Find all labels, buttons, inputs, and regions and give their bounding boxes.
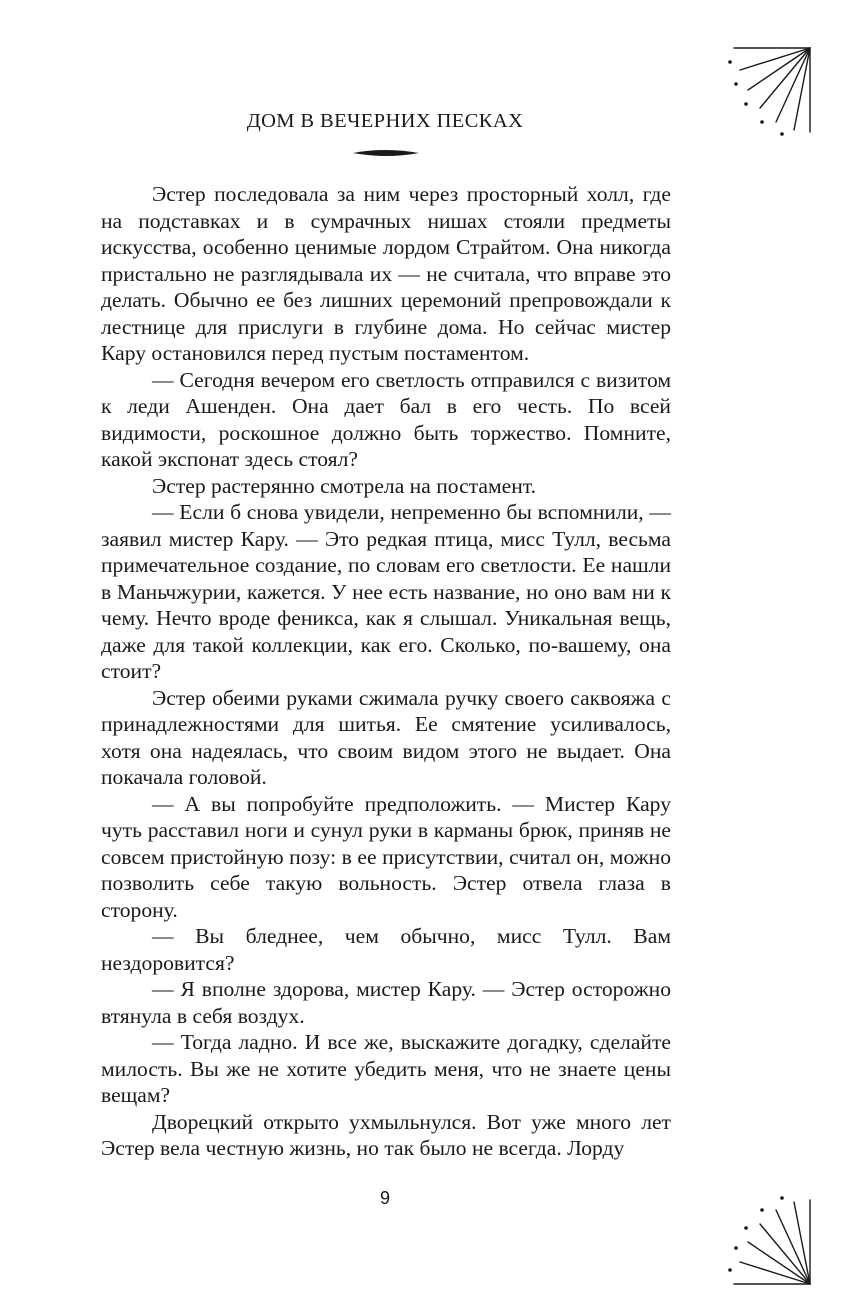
page-number: 9 (379, 1188, 390, 1208)
paragraph: — А вы попробуйте предположить. — Мистер Кару чуть расставил ноги и сунул руки в карманы брюк, приняв не совсем пристойную позу: в ее присутствии, считал он, можно позволить себе такую вольность. Эстер отвела глаза в сторону. (101, 791, 671, 922)
paragraph: — Тогда ладно. И все же, выскажите догадку, сделайте милость. Вы же не хотите убедить меня, что не знаете цены вещам? (101, 1030, 671, 1107)
body-text (101, 181, 671, 1162)
running-head: ДОМ В ВЕЧЕРНИХ ПЕСКАХ (246, 110, 524, 132)
sunburst-ornament-icon (722, 1192, 816, 1292)
paragraph: — Если б снова увидели, непременно бы вспомнили, — заявил мистер Кару. — Это редкая птица, мисс Тулл, весьма примечательное создание, по словам его светлости. Ее нашли в Маньчжурии, кажется. У нее есть название, но оно вам ни к чему. Нечто вроде феникса, как я слышал. Уникальная вещь, даже для такой коллекции, как его. Сколько, по-вашему, она стоит? (101, 500, 671, 683)
paragraph: Дворецкий открыто ухмыльнулся. Вот уже много лет Эстер вела честную жизнь, но так было не всегда. Лорду (101, 1109, 671, 1160)
paragraph: — Я вполне здорова, мистер Кару. — Эстер осторожно втянула в себя воздух. (101, 977, 671, 1028)
paragraph: Эстер последовала за ним через просторный холл, где на подставках и в сумрачных нишах стояли предметы искусства, особенно ценимые лордом Страйтом. Она никогда пристально не разглядывала их — не считала, что вправе это делать. Обычно ее без лишних церемоний препровождали к лестнице для прислуги в глубине дома. Но сейчас мистер Кару остановился перед пустым постаментом. (101, 182, 671, 365)
paragraph: Эстер растерянно смотрела на постамент. (152, 473, 536, 498)
paragraph: — Сегодня вечером его светлость отправился с визитом к леди Ашенден. Она дает бал в его честь. По всей видимости, роскошное должно быть торжество. Помните, какой экспонат здесь стоял? (101, 367, 671, 471)
flourish-divider-icon (353, 148, 419, 158)
paragraph: Эстер обеими руками сжимала ручку своего саквояжа с принадлежностями для шитья. Ее смятение усиливалось, хотя она надеялась, что своим видом этого не выдает. Она покачала головой. (101, 685, 671, 789)
paragraph: — Вы бледнее, чем обычно, мисс Тулл. Вам нездоровится? (101, 924, 671, 975)
